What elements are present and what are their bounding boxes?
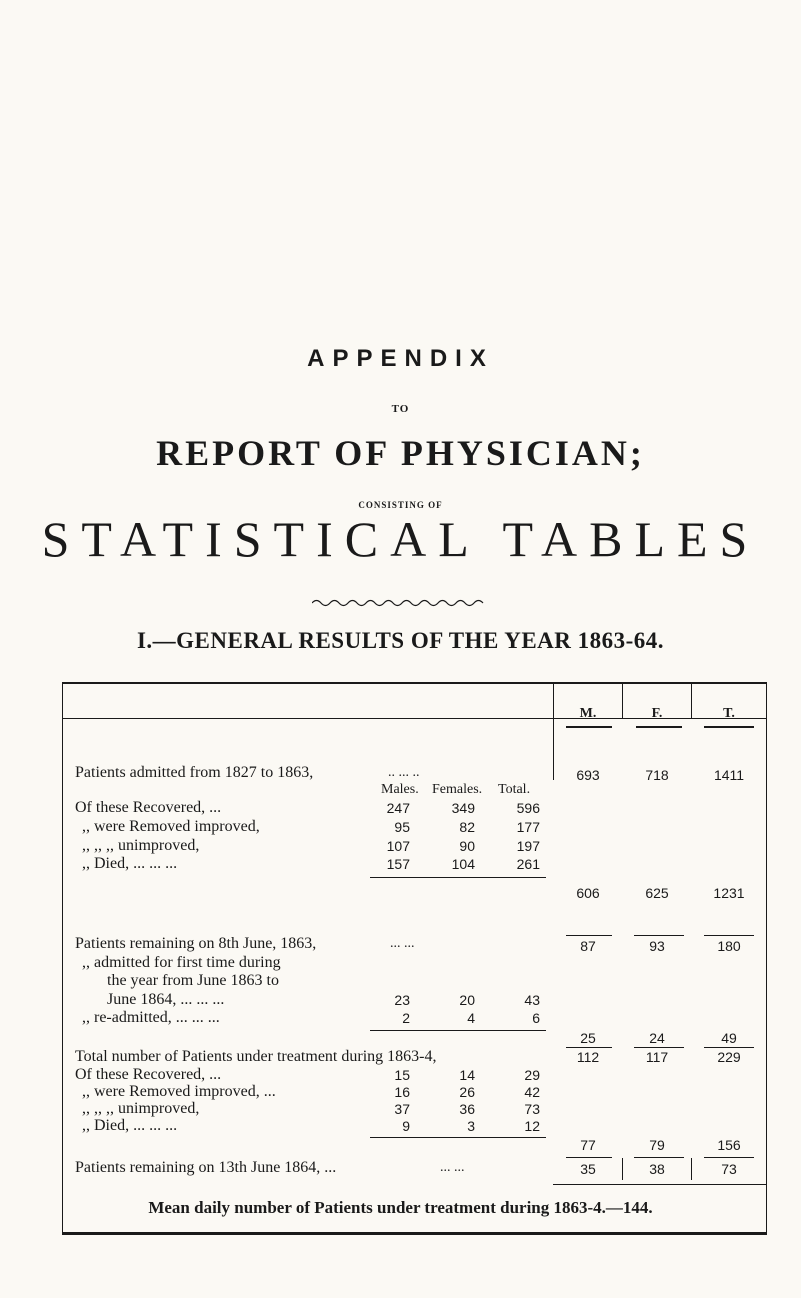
block1-row-recovered-males: 247	[386, 800, 410, 816]
block1-label: Patients admitted from 1827 to 1863,	[75, 764, 314, 781]
block2-readmitted-label: ,, re-admitted, ... ... ...	[82, 1009, 220, 1026]
block1-sub-t: 1231	[713, 885, 745, 901]
col-f-rule	[622, 682, 623, 718]
block3-row-improved-total: 42	[524, 1084, 540, 1100]
col-header-f: F.	[651, 706, 663, 721]
remaining-f: 38	[649, 1161, 665, 1177]
block2-subtotal-rule	[370, 1030, 546, 1031]
block3-sub-m: 77	[580, 1137, 596, 1153]
col-m-rule	[553, 682, 554, 780]
table-right-rule	[766, 682, 767, 1234]
remaining-dots: ... ...	[440, 1160, 465, 1175]
block2-bar-m	[566, 935, 612, 936]
block3-row-improved: ,, were Removed improved, ...	[82, 1083, 276, 1100]
block2-sub-t: 49	[721, 1030, 737, 1046]
block1-row-died: ,, Died, ... ... ...	[82, 855, 178, 872]
block3-row-recovered: Of these Recovered, ...	[75, 1066, 222, 1083]
block1-sub-f: 625	[645, 885, 669, 901]
block2-m: 87	[580, 938, 596, 954]
block2-dots: ... ...	[390, 936, 415, 951]
block1-row-improved-total: 177	[516, 819, 540, 835]
block1-t: 1411	[713, 767, 745, 783]
block3-row-unimproved: ,, ,, ,, unimproved,	[82, 1100, 200, 1117]
block1-dots: .. ... ..	[388, 765, 420, 780]
block2-sub-f: 24	[649, 1030, 665, 1046]
block1-row-died-total: 261	[516, 856, 540, 872]
remaining-rule-m	[566, 1157, 612, 1158]
block3-row-recovered-females: 14	[459, 1067, 475, 1083]
table-left-rule	[62, 682, 63, 1234]
block2-t: 180	[717, 938, 741, 954]
block3-sub-t: 156	[717, 1137, 741, 1153]
block2-f: 93	[649, 938, 665, 954]
block2-admitted-label-3: June 1864, ... ... ...	[107, 991, 225, 1008]
remaining-label: Patients remaining on 13th June 1864, ...	[75, 1159, 337, 1176]
block1-sub-m: 606	[576, 885, 600, 901]
sub-header-females: Females.	[432, 782, 483, 797]
table-top-rule	[62, 682, 767, 684]
remaining-col-t-rule	[691, 1158, 692, 1180]
remaining-t: 73	[721, 1161, 737, 1177]
col-t-rule	[691, 682, 692, 718]
to-label: TO	[391, 403, 410, 415]
remaining-col-f-rule	[622, 1158, 623, 1180]
block2-readmitted-males: 2	[402, 1010, 410, 1026]
mean-daily-note: Mean daily number of Patients under treatment during 1863-4.—144.	[148, 1198, 653, 1217]
remaining-rule-t	[704, 1157, 754, 1158]
block3-row-recovered-total: 29	[524, 1067, 540, 1083]
block3-label: Total number of Patients under treatment during 1863-4,	[75, 1048, 437, 1065]
block1-row-unimproved-total: 197	[516, 838, 540, 854]
block1-row-improved-males: 95	[394, 819, 410, 835]
block1-row-recovered-total: 596	[516, 800, 540, 816]
table-bottom-rule	[62, 1232, 767, 1235]
col-header-m: M.	[579, 706, 597, 721]
block2-sub-m: 25	[580, 1030, 596, 1046]
header-bar-t	[704, 726, 754, 728]
block2-readmitted-females: 4	[467, 1010, 475, 1026]
block1-m: 693	[576, 767, 600, 783]
statistical-tables-title: STATISTICAL TABLES	[41, 511, 760, 567]
block2-bar-f	[634, 935, 684, 936]
block1-row-improved: ,, were Removed improved,	[82, 818, 260, 835]
block1-subtotal-rule	[370, 877, 546, 878]
block1-row-recovered-females: 349	[451, 800, 475, 816]
block3-m: 112	[576, 1049, 600, 1065]
block3-row-died-total: 12	[524, 1118, 540, 1134]
sub-header-males: Males.	[381, 782, 419, 797]
block2-admitted-label-1: ,, admitted for first time during	[82, 954, 281, 971]
block2-admitted-males: 23	[394, 992, 410, 1008]
sub-header-total: Total.	[498, 782, 531, 797]
col-header-t: T.	[723, 706, 735, 721]
block3-row-died-males: 9	[402, 1118, 410, 1134]
block2-admitted-label-2: the year from June 1863 to	[107, 972, 279, 989]
consisting-label: CONSISTING OF	[358, 500, 443, 510]
report-title: REPORT OF PHYSICIAN;	[156, 433, 645, 473]
block3-row-died-females: 3	[467, 1118, 475, 1134]
block1-row-died-males: 157	[386, 856, 410, 872]
remaining-m: 35	[580, 1161, 596, 1177]
block3-f: 117	[645, 1049, 669, 1065]
block3-subtotal-rule	[370, 1137, 546, 1138]
section-title: I.—GENERAL RESULTS OF THE YEAR 1863-64.	[136, 628, 665, 653]
appendix-heading: APPENDIX	[307, 345, 494, 372]
block3-row-improved-females: 26	[459, 1084, 475, 1100]
block1-row-improved-females: 82	[459, 819, 475, 835]
block1-row-unimproved: ,, ,, ,, unimproved,	[82, 837, 200, 854]
block3-sub-f: 79	[649, 1137, 665, 1153]
header-bar-m	[566, 726, 612, 728]
block1-row-died-females: 104	[451, 856, 475, 872]
block2-admitted-total: 43	[524, 992, 540, 1008]
block1-f: 718	[645, 767, 669, 783]
block3-row-unimproved-total: 73	[524, 1101, 540, 1117]
block2-label: Patients remaining on 8th June, 1863,	[75, 935, 317, 952]
block1-row-unimproved-females: 90	[459, 838, 475, 854]
block3-row-unimproved-females: 36	[459, 1101, 475, 1117]
block3-t: 229	[717, 1049, 741, 1065]
block2-readmitted-total: 6	[532, 1010, 540, 1026]
block2-bar-t	[704, 935, 754, 936]
remaining-underline	[553, 1184, 766, 1185]
block1-row-unimproved-males: 107	[386, 838, 410, 854]
block3-row-unimproved-males: 37	[394, 1101, 410, 1117]
block3-row-died: ,, Died, ... ... ...	[82, 1117, 178, 1134]
header-bar-f	[636, 726, 682, 728]
block1-row-recovered: Of these Recovered, ...	[75, 799, 222, 816]
block3-row-improved-males: 16	[394, 1084, 410, 1100]
block2-admitted-females: 20	[459, 992, 475, 1008]
block3-row-recovered-males: 15	[394, 1067, 410, 1083]
remaining-rule-f	[634, 1157, 684, 1158]
